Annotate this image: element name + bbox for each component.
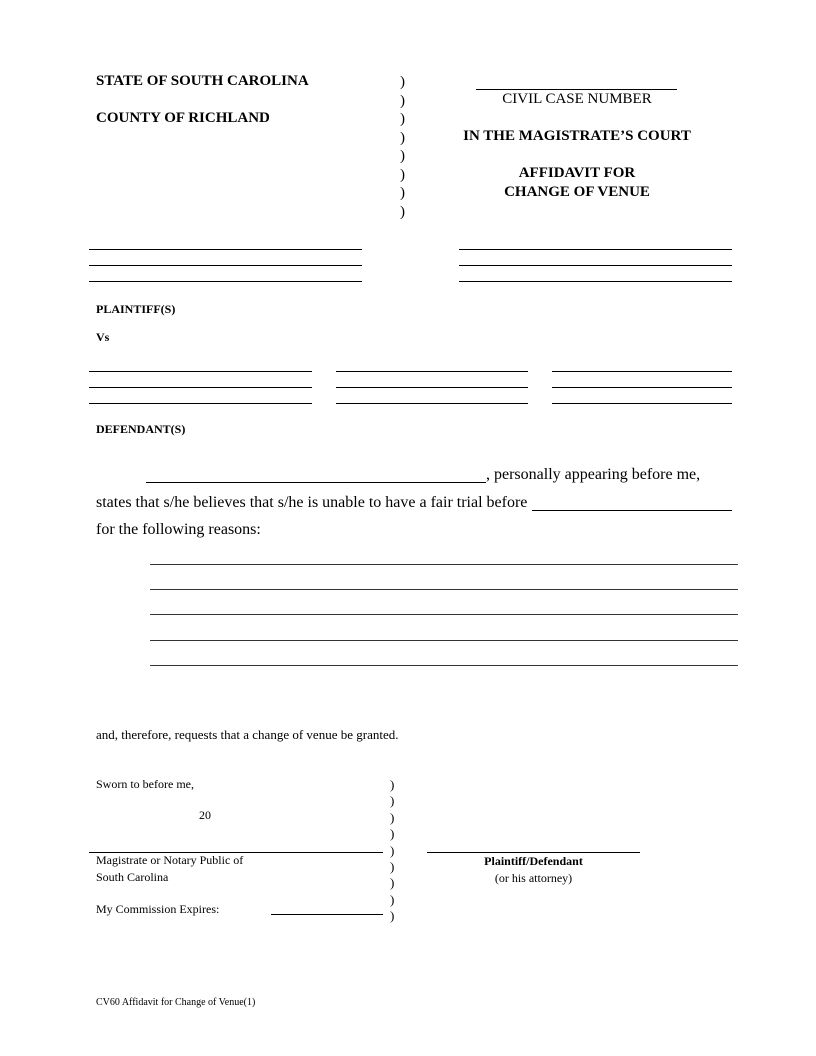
form-title-line1: AFFIDAVIT FOR: [518, 165, 636, 181]
official-title-line1: Magistrate or Notary Public of: [96, 853, 244, 867]
plaintiff-line-2[interactable]: [89, 265, 362, 266]
plaintiff-line-1[interactable]: [89, 249, 362, 250]
conclusion-text: and, therefore, requests that a change of venue be granted.: [96, 727, 399, 742]
official-title-line2: South Carolina: [96, 870, 169, 884]
plaintiff-line-3[interactable]: [89, 281, 362, 282]
vs-label: Vs: [96, 330, 110, 344]
party-signature-label: Plaintiff/Defendant: [484, 854, 583, 868]
defendant-line-4[interactable]: [336, 371, 528, 372]
affiant-statement: , personally appearing before me,: [486, 466, 701, 483]
magistrate-name-field[interactable]: [532, 510, 732, 511]
year-label: 20: [199, 808, 211, 822]
defendant-line-2[interactable]: [89, 387, 312, 388]
caption-parens: ) ) ) ) ) ) ) ): [400, 74, 405, 220]
commission-label: My Commission Expires:: [96, 902, 220, 916]
plaintiff-line-6[interactable]: [459, 281, 732, 282]
commission-expiry-field[interactable]: [271, 914, 383, 915]
sworn-label: Sworn to before me,: [96, 777, 194, 791]
fair-trial-statement: states that s/he believes that s/he is unable to have a fair trial before: [96, 494, 528, 511]
reason-line-1[interactable]: [150, 564, 738, 565]
defendant-line-1[interactable]: [89, 371, 312, 372]
county-label: COUNTY OF RICHLAND: [96, 110, 270, 126]
form-id-footer: CV60 Affidavit for Change of Venue(1): [96, 997, 256, 1008]
plaintiff-line-4[interactable]: [459, 249, 732, 250]
court-label: IN THE MAGISTRATE’S COURT: [463, 128, 691, 144]
defendant-line-5[interactable]: [336, 387, 528, 388]
defendant-line-9[interactable]: [552, 403, 732, 404]
plaintiff-line-5[interactable]: [459, 265, 732, 266]
defendant-line-3[interactable]: [89, 403, 312, 404]
affiant-name-field[interactable]: [146, 482, 486, 483]
case-number-label: CIVIL CASE NUMBER: [502, 91, 652, 107]
plaintiff-label: PLAINTIFF(S): [96, 302, 176, 316]
case-number-field[interactable]: [476, 89, 677, 90]
signature-parens: ) ) ) ) ) ) ) ) ): [390, 777, 395, 924]
defendant-line-7[interactable]: [552, 371, 732, 372]
reason-line-3[interactable]: [150, 614, 738, 615]
reasons-label: for the following reasons:: [96, 521, 261, 538]
reason-line-2[interactable]: [150, 589, 738, 590]
reason-line-4[interactable]: [150, 640, 738, 641]
defendant-line-6[interactable]: [336, 403, 528, 404]
reason-line-5[interactable]: [150, 665, 738, 666]
state-label: STATE OF SOUTH CAROLINA: [96, 73, 309, 89]
form-title-line2: CHANGE OF VENUE: [504, 184, 650, 200]
defendant-label: DEFENDANT(S): [96, 422, 186, 436]
party-signature-line[interactable]: [427, 852, 640, 853]
party-signature-sublabel: (or his attorney): [494, 871, 573, 885]
defendant-line-8[interactable]: [552, 387, 732, 388]
